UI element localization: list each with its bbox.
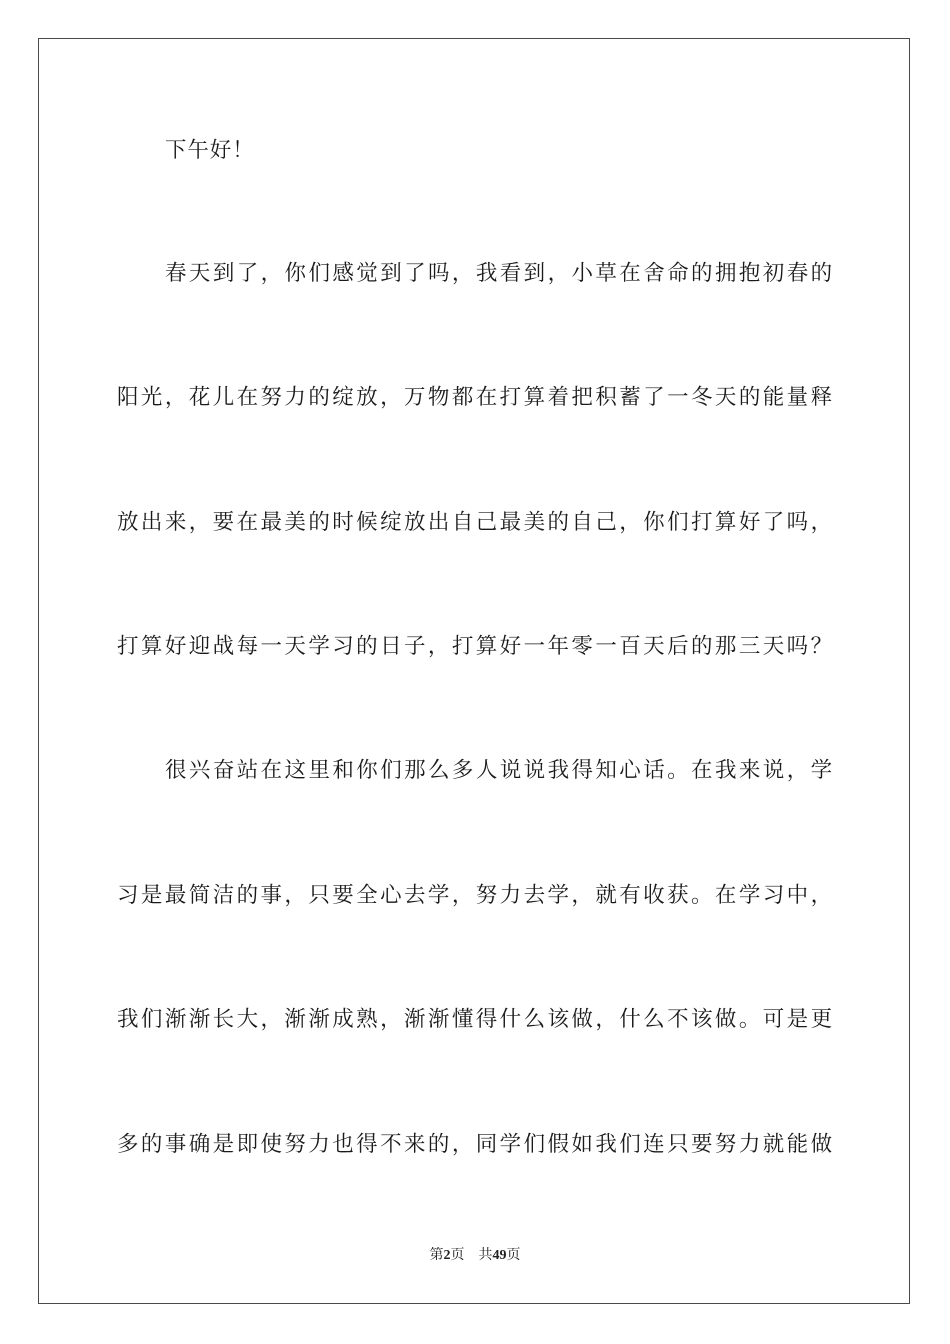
page-border: [38, 38, 910, 1304]
page-footer: [0, 1246, 950, 1266]
paragraph-2-line-2: 习是最简洁的事，只要全心去学，努力去学，就有收获。在学习中，: [117, 883, 833, 908]
paragraph-1-line-1: 春天到了，你们感觉到了吗，我看到，小草在舍命的拥抱初春的: [165, 261, 833, 286]
total-pages: 49: [492, 1248, 507, 1263]
total-prefix: 共: [478, 1248, 493, 1263]
paragraph-2-line-4: 多的事确是即使努力也得不来的，同学们假如我们连只要努力就能做: [117, 1132, 833, 1157]
paragraph-2-line-1: 很兴奋站在这里和你们那么多人说说我得知心话。在我来说，学: [165, 758, 833, 783]
page-prefix: 第: [429, 1248, 444, 1263]
total-suffix: 页: [506, 1248, 521, 1263]
paragraph-1-line-2: 阳光，花儿在努力的绽放，万物都在打算着把积蓄了一冬天的能量释: [117, 385, 833, 410]
page-suffix: 页: [450, 1248, 465, 1263]
page-number: 2: [443, 1248, 451, 1263]
paragraph-1-line-4: 打算好迎战每一天学习的日子，打算好一年零一百天后的那三天吗？: [117, 634, 833, 659]
paragraph-1-line-3: 放出来，要在最美的时候绽放出自己最美的自己，你们打算好了吗，: [117, 510, 833, 535]
greeting-line: 下午好！: [165, 138, 255, 163]
paragraph-2-line-3: 我们渐渐长大，渐渐成熟，渐渐懂得什么该做，什么不该做。可是更: [117, 1007, 833, 1032]
